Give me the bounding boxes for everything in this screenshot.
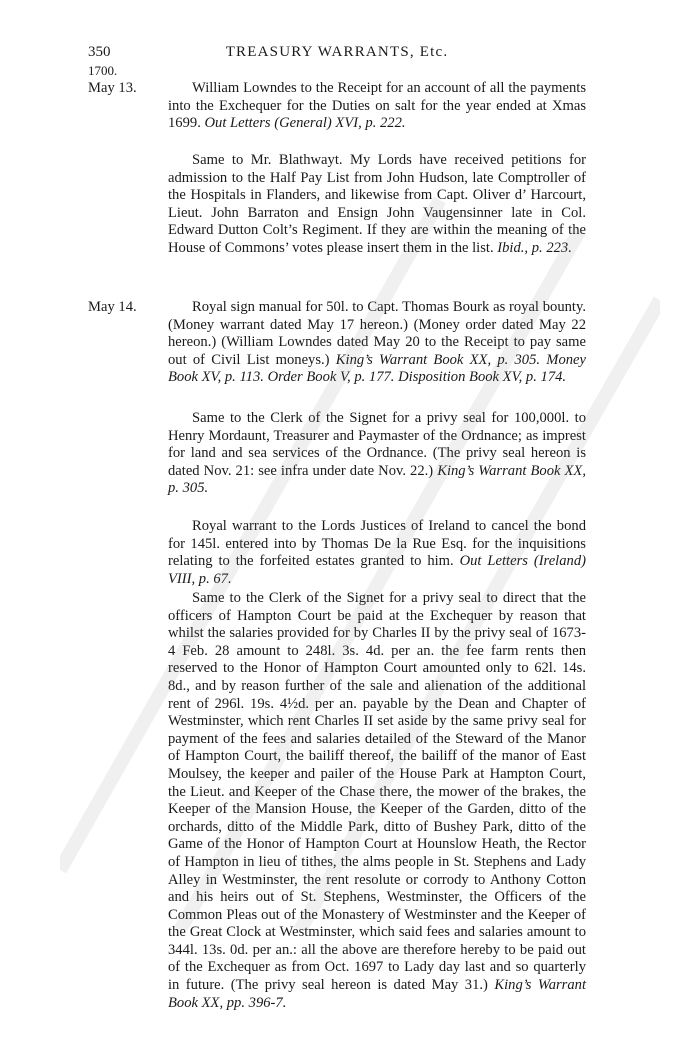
entry-text: Same to Mr. Blathwayt. My Lords have received petitions for admission to the Half Pay List from John Hudson, late Comptroller of the Hospitals in Flanders, and likewise from Capt. Oliver d’ Harcourt, Lieut. John Barraton and Ensign John Vaugensinner late in Col. Edward Dutton Colt’s Regiment. If they are within the meaning of the House of Commons’ votes please insert them in the list. <box>168 152 586 256</box>
entry-reference: Ibid., p. 223. <box>497 239 572 256</box>
entry-text: William Lowndes to the Receipt for an account of all the payments into the Exchequer for the Duties on salt for the year ended at Xmas 1699. <box>168 80 586 132</box>
entry-paragraph <box>168 590 586 1012</box>
entry-paragraph <box>168 152 586 258</box>
entry-date: May 13. <box>88 80 137 96</box>
entry-text: Same to the Clerk of the Signet for a privy seal to direct that the officers of Hampton Court be paid at the Exchequer by reason that whilst the salaries provided for by Charles II by the privy seal of 1673-4 Feb. 28 amount to 248l. 3s. 4d. per an. the fee farm rents then reserved to the Honor of Hampton Court amounted only to 62l. 14s. 8d., and by reason further of the sale and alienation of the additional rent of 296l. 19s. 4½d. per an. payable by the Dean and Chapter of Westminster, which rent Charles II set aside by the same privy seal for payment of the fees and salaries detailed of the Steward of the Manor of Hampton Court, the bailiff thereof, the bailiff of the manor of East Moulsey, the keeper and pailer of the House Park at Hampton Court, the Lieut. and Keeper of the Chase there, the mower of the brakes, the Keeper of the Mansion House, the Keeper of the Garden, ditto of the orchards, ditto of the Middle Park, ditto of Bushey Park, ditto of the Game of the Honor of Hampton Court at Hounslow Heath, the Rector of Hampton in lieu of tithes, the alms people in St. Stephens and Lady Alley in Westminster, the rent resolute or corrody to Anthony Cotton and his heirs out of St. Stephens, Westminster, the Officers of the Common Pleas out of the Monastery of Westminster and the Keeper of the Great Clock at Westminster, which said fees and salaries amount to 344l. 13s. 0d. per an.: all the above are therefore hereby to be paid out of the Exchequer as from Oct. 1697 to Lady day last and so quarterly in future. (The privy seal hereon is dated May 31.) <box>168 590 586 994</box>
entry-paragraph <box>168 80 586 133</box>
entry-paragraph <box>168 518 586 588</box>
entry-reference: King’s Warrant Book XX, pp. 396-7. <box>168 977 586 1011</box>
year-label: 1700. <box>88 63 118 78</box>
page-header <box>0 44 674 64</box>
entry-reference: Out Letters (General) XVI, p. 222. <box>204 115 406 132</box>
entry-text: Same to the Clerk of the Signet for a privy seal for 100,000l. to Henry Mordaunt, Treasurer and Paymaster of the Ordnance; as imprest for land and sea services of the Ordnance. (The privy seal hereon is dated Nov. 21: see infra under date Nov. 22.) <box>168 410 586 479</box>
page-number: 350 <box>88 44 111 60</box>
entry-text: Royal sign manual for 50l. to Capt. Thomas Bourk as royal bounty. (Money warrant dated May 17 hereon.) (Money order dated May 22 hereon.) (William Lowndes dated May 20 to the Receipt to pay same out of Civil List moneys.) <box>168 299 586 368</box>
entry-reference: King’s Warrant Book XX, p. 305. <box>168 462 586 497</box>
entry-date: May 14. <box>88 299 137 315</box>
entry-paragraph <box>168 410 586 498</box>
running-head: TREASURY WARRANTS, Etc. <box>225 44 449 60</box>
entry-paragraph <box>168 299 586 387</box>
entry-reference: Out Letters (Ireland) VIII, p. 67. <box>168 553 586 587</box>
entry-text: Royal warrant to the Lords Justices of Ireland to cancel the bond for 145l. entered into by Thomas De la Rue Esq. for the inquisitions relating to the forfeited estates granted to him. <box>168 518 586 570</box>
entry-reference: King’s Warrant Book XX, p. 305. Money Book XV, p. 113. Order Book V, p. 177. Disposition Book XV, p. 174. <box>168 351 586 386</box>
